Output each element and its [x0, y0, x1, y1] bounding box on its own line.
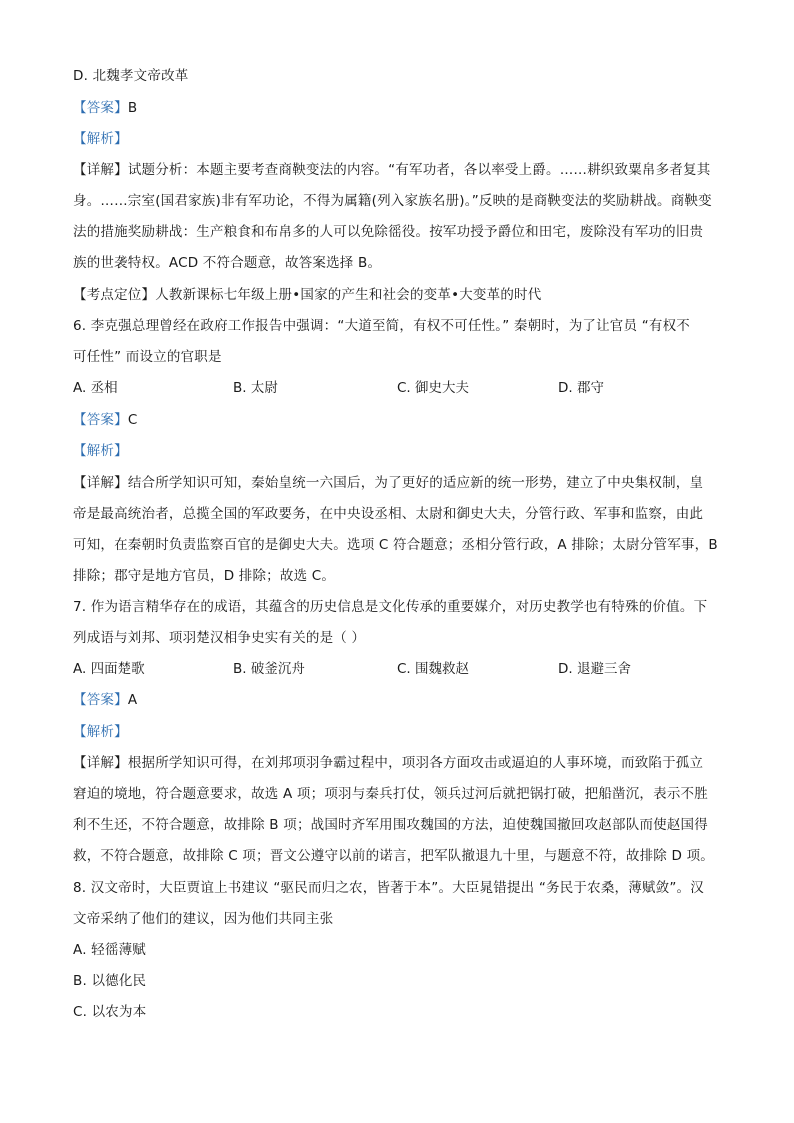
q8-stem-line-1: 8. 汉文帝时，大臣贾谊上书建议 “驱民而归之农，皆著于本”。大臣晁错提出 “务民于农桑，薄赋敛”。汉	[73, 880, 704, 896]
q6-option-d: D. 郡守	[558, 380, 604, 396]
q7-detail-line-2: 窘迫的境地，符合题意要求，故选 A 项；项羽与秦兵打仗，领兵过河后就把锅打破，把船凿沉，表示不胜	[73, 786, 708, 802]
answer-value: C	[127, 412, 138, 428]
q5-detail-line-2: 身。……宗室(国君家族)非有军功论，不得为属籍(列入家族名册)。”反映的是商鞅变法的奖励耕战。商鞅变	[73, 193, 712, 209]
q7-stem-line-1: 7. 作为语言精华存在的成语，其蕴含的历史信息是文化传承的重要媒介，对历史教学也有特殊的价值。下	[73, 599, 708, 615]
q6-option-b: B. 太尉	[233, 380, 278, 396]
q7-analysis-tag	[73, 724, 723, 740]
q7-answer	[73, 692, 723, 708]
q7-stem-line-2: 列成语与刘邦、项羽楚汉相争史实有关的是（ ）	[73, 630, 366, 646]
q7-detail-line-4: 救，不符合题意，故排除 C 项；晋文公遵守以前的诺言，把军队撤退九十里，与题意不符，故排除 D 项。	[73, 848, 714, 864]
q7-option-c: C. 围魏救赵	[397, 661, 470, 677]
q8-option-b: B. 以德化民	[73, 973, 147, 989]
q5-detail-line-3: 法的措施奖励耕战：生产粮食和布帛多的人可以免除徭役。按军功授予爵位和田宅，废除没有军功的旧贵	[73, 224, 704, 240]
q5-detail-line-1	[73, 162, 723, 178]
q8-option-c: C. 以农为本	[73, 1004, 147, 1020]
detail-tag: 【详解】	[73, 475, 128, 491]
analysis-tag: 【解析】	[73, 131, 128, 147]
detail-tag: 【详解】	[73, 755, 128, 771]
q8-option-a: A. 轻徭薄赋	[73, 942, 146, 958]
q6-answer	[73, 412, 723, 428]
q6-detail-line-3: 可知，在秦朝时负责监察百官的是御史大夫。选项 C 符合题意；丞相分管行政，A 排除；太尉分管军事，B	[73, 537, 718, 553]
q6-detail-line-1	[73, 475, 723, 491]
detail-text: 根据所学知识可得，在刘邦项羽争霸过程中，项羽各方面攻击或逼迫的人事环境，而致陷于孤立	[127, 755, 704, 771]
q6-detail-line-2: 帝是最高统治者，总揽全国的军政要务，在中央设丞相、太尉和御史大夫，分管行政、军事和监察，由此	[73, 506, 704, 522]
answer-tag: 【答案】	[73, 692, 128, 708]
answer-value: A	[127, 692, 138, 708]
analysis-tag: 【解析】	[73, 724, 128, 740]
q7-detail-line-3: 利不生还，不符合题意，故排除 B 项；战国时齐军用围攻魏国的方法，迫使魏国撤回攻赵部队而使赵国得	[73, 817, 708, 833]
detail-text: 结合所学知识可知，秦始皇统一六国后，为了更好的适应新的统一形势，建立了中央集权制，皇	[127, 475, 704, 491]
q7-option-d: D. 退避三舍	[558, 661, 631, 677]
q5-point	[73, 287, 723, 303]
point-tag: 【考点定位】	[73, 287, 156, 303]
q6-option-a: A. 丞相	[73, 380, 118, 396]
answer-value: B	[127, 100, 138, 116]
q8-stem-line-2: 文帝采纳了他们的建议，因为他们共同主张	[73, 911, 334, 927]
point-text: 人教新课标七年级上册•国家的产生和社会的变革•大变革的时代	[155, 287, 542, 303]
answer-tag: 【答案】	[73, 412, 128, 428]
q5-analysis-tag	[73, 131, 723, 147]
answer-tag: 【答案】	[73, 100, 128, 116]
q7-option-b: B. 破釜沉舟	[233, 661, 305, 677]
detail-text: 试题分析：本题主要考查商鞅变法的内容。“有军功者，各以率受上爵。……耕织致粟帛多者复其	[127, 162, 711, 178]
q5-detail-line-4: 族的世袭特权。ACD 不符合题意，故答案选择 B。	[73, 255, 382, 271]
q6-analysis-tag	[73, 443, 723, 459]
q6-detail-line-4: 排除；郡守是地方官员，D 排除；故选 C。	[73, 568, 336, 584]
q6-stem-line-1: 6. 李克强总理曾经在政府工作报告中强调：“大道至简，有权不可任性。” 秦朝时，为了让官员 “有权不	[73, 318, 690, 334]
q6-stem-line-2: 可任性” 而设立的官职是	[73, 349, 222, 365]
q7-detail-line-1	[73, 755, 723, 771]
q5-answer	[73, 100, 723, 116]
detail-tag: 【详解】	[73, 162, 128, 178]
q6-option-c: C. 御史大夫	[397, 380, 470, 396]
q5-option-d: D. 北魏孝文帝改革	[73, 68, 189, 84]
q7-option-a: A. 四面楚歌	[73, 661, 145, 677]
analysis-tag: 【解析】	[73, 443, 128, 459]
